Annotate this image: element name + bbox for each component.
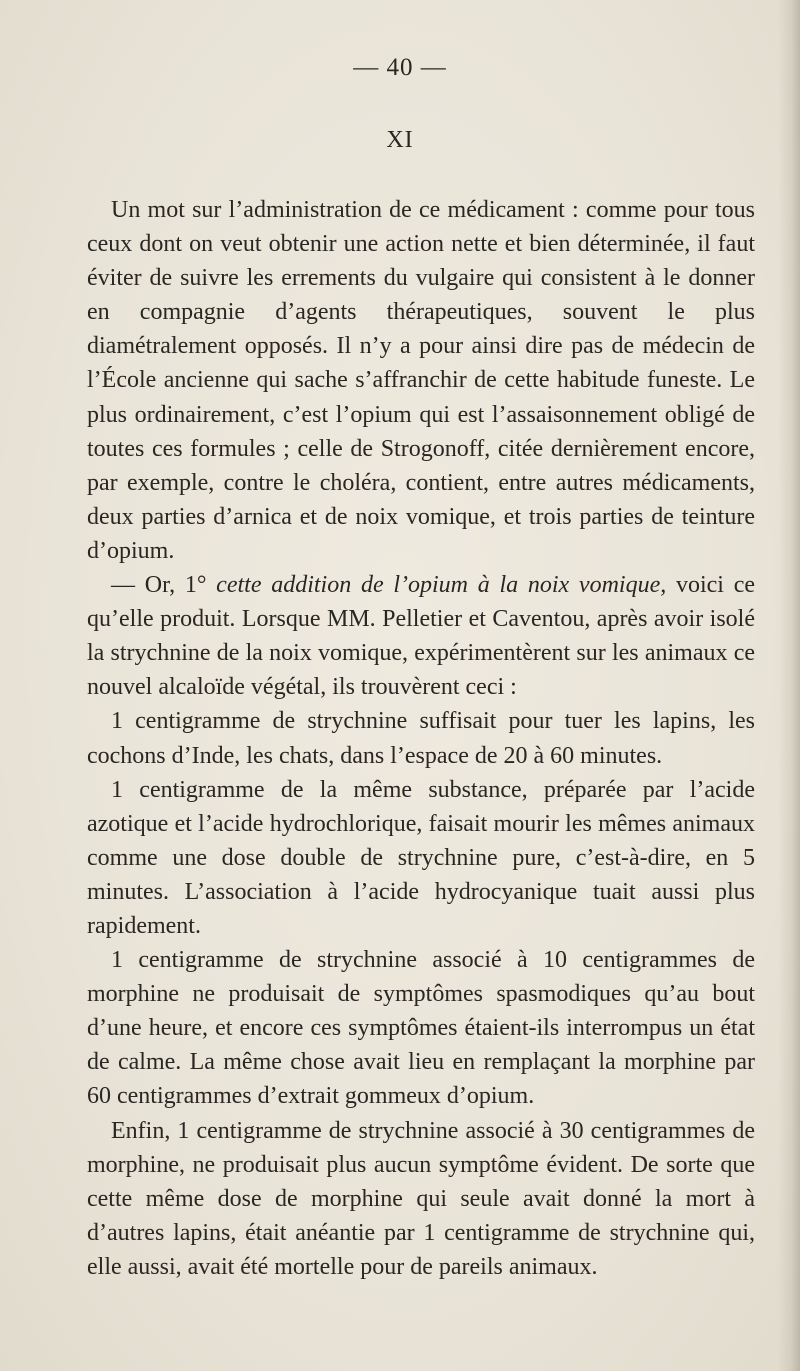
paragraph-strychnine-dose: 1 centigramme de strychnine suffisait pour tuer les lapins, les cochons d’Inde, les chats, dans l’espace de 20 à 60 minutes. — [87, 708, 755, 769]
italic-phrase: cette addition de l’opium à la noix vomique, — [216, 572, 667, 599]
paragraph-conclusion: Enfin, 1 centigramme de strychnine associé à 30 centigrammes de morphine, ne produisait plus aucun symptôme évident. De sorte que cette même dose de morphine qui seule avait donné la mort à d’autres lapins, était anéantie par 1 centigramme de strychnine qui, elle aussi, avait été mortelle pour de pareils animaux. — [87, 1117, 755, 1280]
paragraph-morphine-association: 1 centigramme de strychnine associé à 10 centigrammes de morphine ne produisait de symptômes spasmodiques qu’au bout d’une heure, et encore ces symptômes étaient-ils interrompus un état de calme. La même chose avait lieu en remplaçant la morphine par 60 centigrammes d’extrait gommeux d’opium. — [87, 947, 755, 1110]
body-text — [87, 193, 755, 1284]
paragraph-opium-addition — [87, 568, 755, 704]
paragraph-acid-preparation: 1 centigramme de la même substance, préparée par l’acide azotique et l’acide hydrochlorique, faisait mourir les mêmes animaux comme une dose double de strychnine pure, c’est-à-dire, en 5 minutes. L’association à l’acide hydrocyanique tuait aussi plus rapidement. — [87, 776, 755, 939]
paragraph-administration: Un mot sur l’administration de ce médicament : comme pour tous ceux dont on veut obtenir une action nette et bien déterminée, il faut éviter de suivre les errements du vulgaire qui consistent à le donner en compagnie d’agents thérapeutiques, souvent le plus diamétralement opposés. Il n’y a pour ainsi dire pas de médecin de l’École ancienne qui sache s’affranchir de cette habitude funeste. Le plus ordinairement, c’est l’opium qui est l’assaisonnement obligé de toutes ces formules ; celle de Strogonoff, citée dernièrement encore, par exemple, contre le choléra, contient, entre autres médicaments, deux parties d’arnica et de noix vomique, et trois parties de teinture d’opium. — [87, 197, 755, 564]
page-edge-shadow — [778, 0, 800, 1371]
chapter-heading: XI — [386, 127, 414, 153]
paragraph-lead: — Or, 1° — [111, 572, 217, 599]
page-number: — 40 — — [353, 54, 447, 81]
paragraph-continuation: voici ce qu’elle produit. Lorsque MM. Pelletier et Caventou, après avoir isolé la strychnine de la noix vomique, expérimentèrent sur les animaux ce nouvel alcaloïde végétal, ils trouvèrent ceci : — [87, 572, 755, 701]
